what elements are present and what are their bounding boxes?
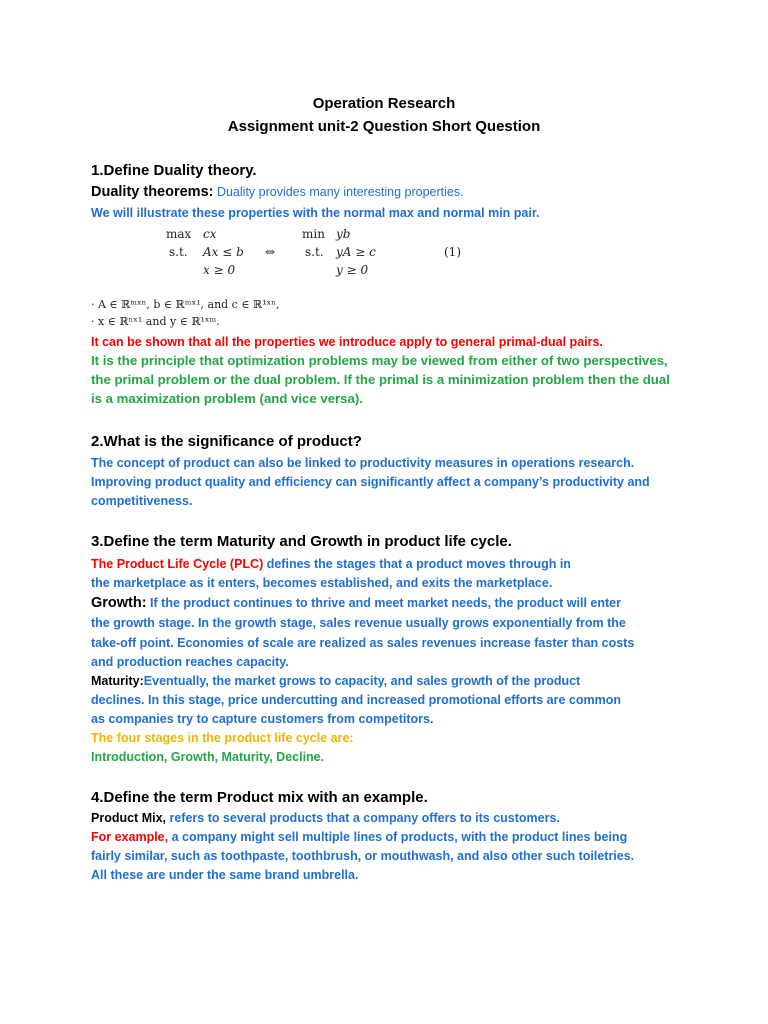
q2-heading: 2.What is the significance of product? (91, 433, 362, 450)
dual-constraint-1: yA ≥ c (336, 245, 376, 259)
equation-number: (1) (444, 245, 461, 259)
illustrate-line: We will illustrate these properties with the normal max and normal min pair. (91, 206, 540, 220)
q2-line-1: The concept of product can also be linked to productivity measures in operations research. (91, 456, 635, 470)
q4-heading: 4.Define the term Product mix with an example. (91, 789, 428, 806)
plc-term: The Product Life Cycle (PLC) (91, 557, 264, 571)
document-title: Operation Research (312, 95, 456, 112)
growth-line-4: and production reaches capacity. (91, 655, 289, 669)
product-mix-line (91, 810, 560, 826)
duality-theorems-line (91, 184, 464, 200)
dual-constraint-2: y ≥ 0 (336, 263, 369, 277)
q2-line-3: competitiveness. (91, 494, 193, 508)
min-objective: yb (336, 227, 351, 241)
q3-heading: 3.Define the term Maturity and Growth in product life cycle. (91, 533, 512, 550)
primal-dual-note: It can be shown that all the properties we introduce apply to general primal-dual pairs. (91, 335, 603, 349)
plc-line-2: the marketplace as it enters, becomes established, and exits the marketplace. (91, 576, 553, 590)
equivalence-arrow: ⇔ (265, 245, 276, 259)
product-mix-text: refers to several products that a company offers to its customers. (166, 811, 560, 825)
growth-label: Growth: (91, 595, 147, 611)
document-subtitle: Assignment unit-2 Question Short Question (227, 118, 541, 135)
dimension-line-1: · A ∈ ℝᵐˣⁿ, b ∈ ℝᵐˣ¹, and c ∈ ℝ¹ˣⁿ, (91, 298, 280, 311)
st-primal: s.t. (169, 245, 188, 259)
plc-definition: defines the stages that a product moves through in (263, 557, 571, 571)
max-label: max (166, 227, 192, 241)
example-line-3: All these are under the same brand umbrella. (91, 868, 359, 882)
example-line-2: fairly similar, such as toothpaste, toothbrush, or mouthwash, and also other such toiletries. (91, 849, 635, 863)
st-dual: s.t. (305, 245, 324, 259)
growth-text: If the product continues to thrive and meet market needs, the product will enter (146, 596, 621, 610)
plc-line-1 (91, 556, 571, 572)
dimension-line-2: · x ∈ ℝⁿˣ¹ and y ∈ ℝ¹ˣᵐ. (91, 315, 220, 328)
maturity-line-1 (91, 673, 580, 689)
min-label: min (302, 227, 325, 241)
product-mix-label: Product Mix, (91, 811, 167, 825)
growth-line-2: the growth stage. In the growth stage, sales revenue usually grows exponentially from the (91, 616, 626, 630)
maturity-label: Maturity: (91, 674, 144, 688)
four-stages-list: Introduction, Growth, Maturity, Decline. (91, 750, 325, 764)
maturity-line-3: as companies try to capture customers from competitors. (91, 712, 434, 726)
primal-constraint-2: x ≥ 0 (203, 263, 236, 277)
max-objective: cx (203, 227, 217, 241)
primal-constraint-1: Ax ≤ b (203, 245, 244, 259)
duality-explanation-2: the primal problem or the dual problem. If the primal is a minimization problem then the dual (91, 372, 670, 387)
example-line-1 (91, 829, 627, 845)
maturity-text: Eventually, the market grows to capacity, and sales growth of the product (143, 674, 581, 688)
example-text: a company might sell multiple lines of products, with the product lines being (168, 830, 628, 844)
duality-explanation-3: is a maximization problem (and vice versa). (91, 391, 363, 406)
growth-line-1 (91, 595, 621, 611)
example-label: For example, (91, 830, 169, 844)
four-stages-intro: The four stages in the product life cycle are: (91, 731, 354, 745)
growth-line-3: take-off point. Economies of scale are realized as sales revenues increase faster than costs (91, 636, 635, 650)
q1-heading: 1.Define Duality theory. (91, 162, 257, 179)
q2-line-2: Improving product quality and efficiency can significantly affect a company’s productivity and (91, 475, 650, 489)
maturity-line-2: declines. In this stage, price undercutting and increased promotional efforts are common (91, 693, 621, 707)
duality-text: Duality provides many interesting properties. (213, 185, 464, 199)
duality-explanation-1: It is the principle that optimization problems may be viewed from either of two perspectives, (91, 353, 668, 368)
duality-label: Duality theorems: (91, 184, 214, 200)
